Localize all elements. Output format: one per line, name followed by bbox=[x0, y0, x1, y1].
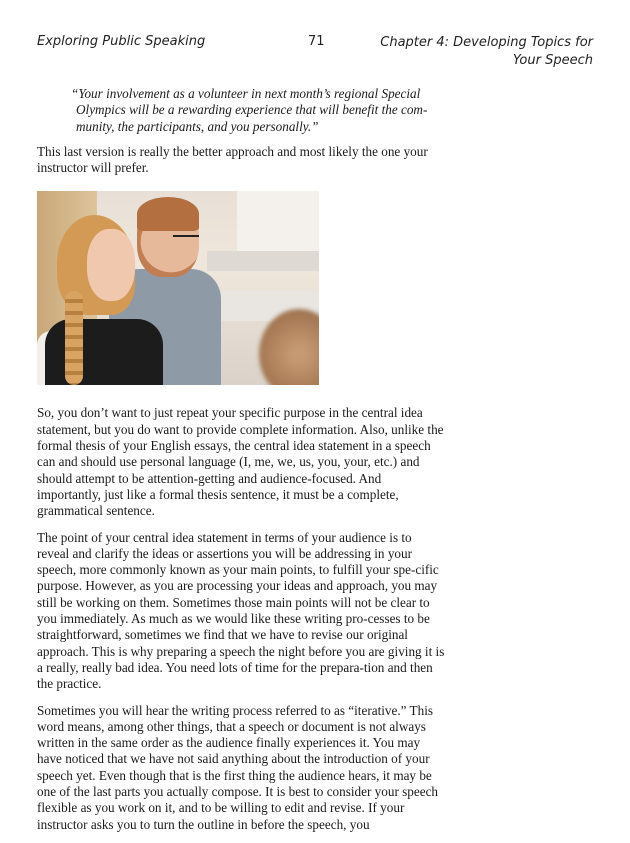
page-header bbox=[37, 34, 593, 74]
page-number: 71 bbox=[308, 34, 325, 49]
photo-glasses bbox=[173, 235, 199, 243]
paragraph: The point of your central idea statement in terms of your audience is to reveal and clarify the ideas or assertions you will be addressing in your speech, more commonly known as your main points, to fulfill your spe-cific purpose. However, as you are processing your ideas and approach, you may still be working on them. Sometimes those main points will not be clear to you immediately. As much as we would like these writing pro-cesses to be straightforward, sometimes we find that we have to revise our original approach. This is why preparing a speech the night before you are giving it is a really, really bad idea. You need lots of time for the prepara-tion and then the practice. bbox=[37, 529, 445, 692]
photo-man-hair bbox=[137, 197, 199, 231]
photo-woman-face bbox=[87, 229, 135, 301]
example-quote: “Your involvement as a volunteer in next month’s regional Special Olympics will be a rewarding experience that will benefit the com-munity, the participants, and you personally.” bbox=[71, 86, 428, 134]
paragraph: This last version is really the better approach and most likely the one your instructor will prefer. bbox=[37, 143, 428, 176]
photo-desk bbox=[207, 251, 319, 271]
paragraph: Sometimes you will hear the writing process referred to as “iterative.” This word means, among other things, that a speech or document is not always written in the same order as the audience finally experiences it. You may have noticed that we have not said anything about the introduction of your speech yet. Even though that is the first thing the audience hears, it may be one of the last parts you actually compose. It is best to consider your speech flexible as you work on it, and to be willing to edit and revise. If your instructor asks you to turn the outline in before the speech, you bbox=[37, 702, 439, 832]
chapter-title: Chapter 4: Developing Topics for Your Speech bbox=[380, 35, 593, 68]
book-title: Exploring Public Speaking bbox=[37, 34, 206, 49]
photo-woman-body bbox=[45, 319, 163, 385]
photo-braid bbox=[65, 291, 83, 385]
paragraph: So, you don’t want to just repeat your specific purpose in the central idea statement, but you do want to provide complete information. Also, unlike the formal thesis of your English essays, the central idea statement in a speech can and should use personal language (I, me, we, us, you, your, etc.) and should attempt to be attention-getting and audience-focused. And importantly, just like a formal thesis sentence, it must be a complete, grammatical sentence. bbox=[37, 405, 444, 519]
classroom-photo bbox=[37, 191, 319, 385]
page-content bbox=[37, 86, 447, 843]
